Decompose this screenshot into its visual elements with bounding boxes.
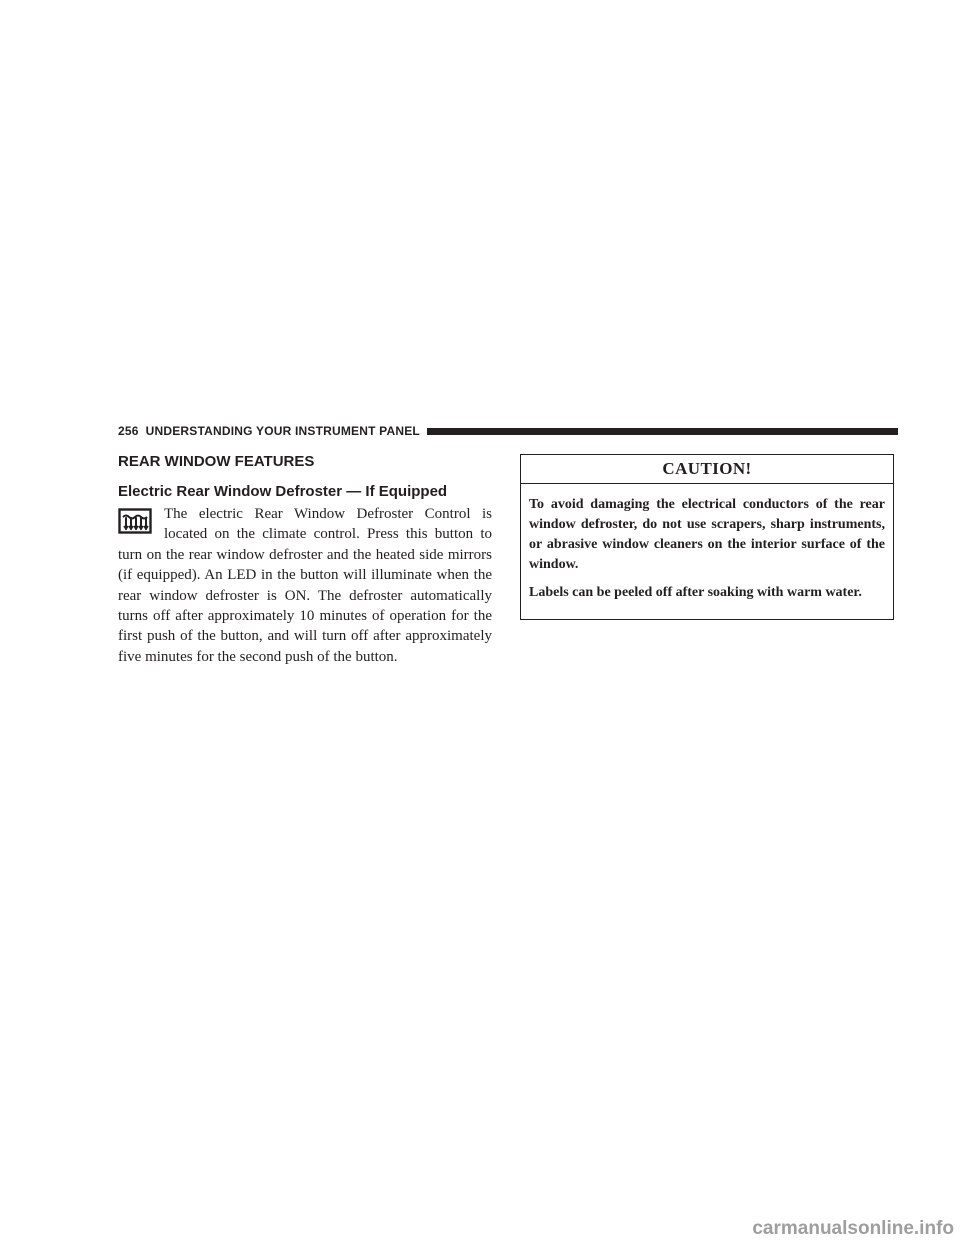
caution-body <box>521 484 893 603</box>
caution-title: CAUTION! <box>662 459 752 478</box>
caution-header <box>521 455 893 484</box>
chapter-title: UNDERSTANDING YOUR INSTRUMENT PANEL <box>145 424 420 438</box>
caution-paragraph: To avoid damaging the electrical conductors of the rear window defroster, do not use scrapers, sharp instruments, or abrasive window cleaners on the interior surface of the window. <box>529 497 885 572</box>
caution-paragraph: Labels can be peeled off after soaking with warm water. <box>529 585 862 600</box>
defroster-paragraph <box>118 504 492 667</box>
site-watermark: carmanualsonline.info <box>752 1218 954 1239</box>
page-number: 256 <box>118 424 139 438</box>
defroster-paragraph-text: The electric Rear Window Defroster Control is located on the climate control. Press this button to turn on the rear window defroster and the heated side mirrors (if equipped). An LED in the button will illuminate when the rear window defroster is ON. The defroster automatically turns off after approximately 10 minutes of operation for the first push of the button, and will turn off after approximately five minutes for the second push of the button. <box>118 506 492 665</box>
header-rule <box>427 428 898 435</box>
running-header <box>118 423 898 439</box>
section-title: REAR WINDOW FEATURES <box>118 453 315 470</box>
caution-box <box>520 454 894 620</box>
subsection-title: Electric Rear Window Defroster — If Equipped <box>118 483 448 500</box>
rear-defroster-icon <box>118 508 152 534</box>
left-column <box>118 452 492 667</box>
